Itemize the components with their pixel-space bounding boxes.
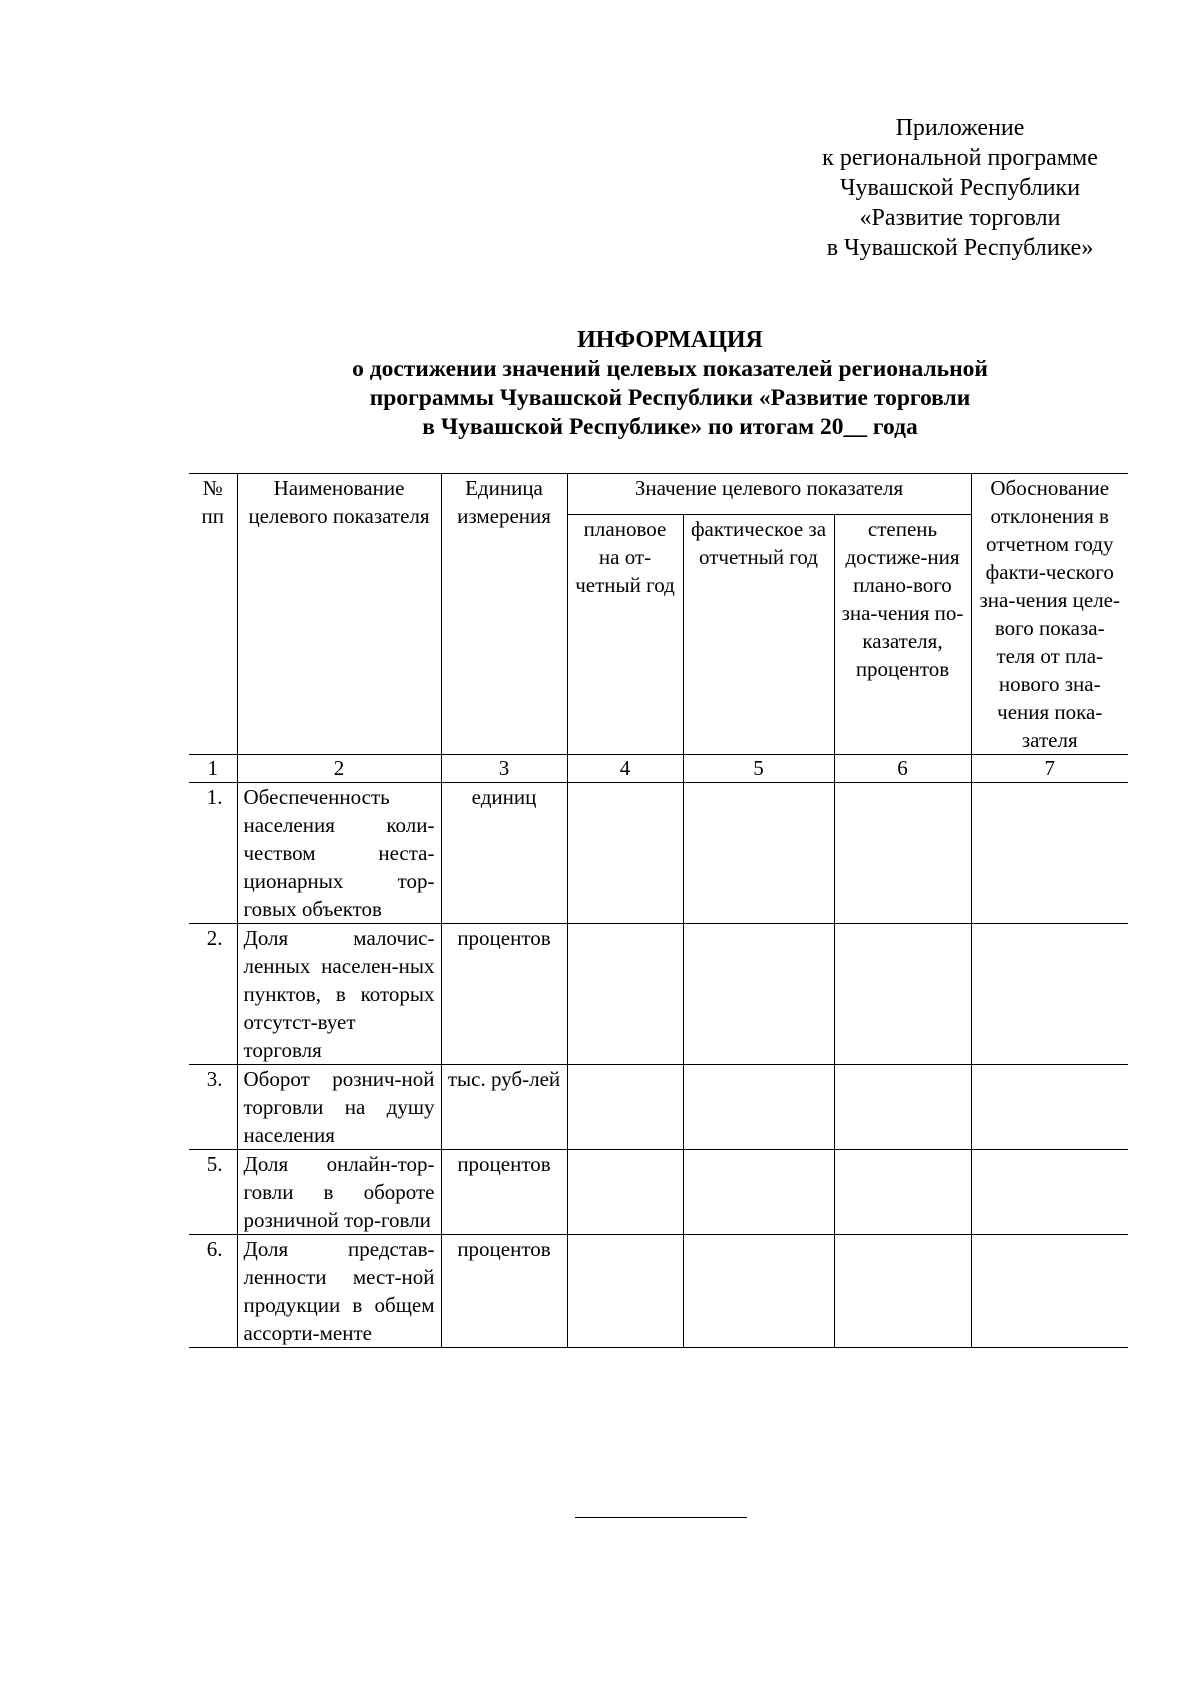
appendix-line: в Чувашской Республике» [826, 235, 1094, 261]
column-number: 6 [834, 755, 971, 783]
row-actual [683, 1065, 834, 1150]
title-line: в Чувашской Республике» по итогам 20__ года [422, 414, 918, 440]
row-actual [683, 1150, 834, 1235]
appendix-line: «Развитие торговли [859, 205, 1061, 231]
title-line: о достижении значений целевых показателей региональной [352, 356, 988, 382]
row-actual [683, 924, 834, 1065]
row-unit: процентов [441, 1150, 567, 1235]
header-name: Наименование целевого показателя [237, 474, 441, 755]
appendix-line: Чувашской Республики [839, 175, 1081, 201]
column-number: 7 [971, 755, 1128, 783]
row-name: Доля онлайн-тор-говли в обороте розничной тор-говли [237, 1150, 441, 1235]
row-justification [971, 1065, 1128, 1150]
table-header-row [189, 474, 1128, 515]
row-degree [834, 924, 971, 1065]
row-name: Доля представ-ленности мест-ной продукции в общем ассорти-менте [237, 1235, 441, 1348]
row-num: 5. [189, 1150, 237, 1235]
document-title [150, 326, 1190, 442]
row-name: Доля малочис-ленных населен-ных пунктов, в которых отсутст-вует торговля [237, 924, 441, 1065]
column-number-row [189, 755, 1128, 783]
row-justification [971, 924, 1128, 1065]
footer-divider [575, 1517, 747, 1518]
appendix-line: Приложение [895, 115, 1025, 141]
row-unit: единиц [441, 783, 567, 924]
table-row [189, 783, 1128, 924]
row-unit: процентов [441, 924, 567, 1065]
row-name: Обеспеченность населения коли-чеством неста-ционарных тор-говых объектов [237, 783, 441, 924]
row-justification [971, 1150, 1128, 1235]
row-degree [834, 1235, 971, 1348]
row-planned [567, 1065, 683, 1150]
table-row [189, 924, 1128, 1065]
row-degree [834, 1065, 971, 1150]
row-unit: процентов [441, 1235, 567, 1348]
row-actual [683, 783, 834, 924]
row-planned [567, 783, 683, 924]
row-unit: тыс. руб-лей [441, 1065, 567, 1150]
row-num: 2. [189, 924, 237, 1065]
title-main: ИНФОРМАЦИЯ [577, 327, 763, 353]
row-num: 6. [189, 1235, 237, 1348]
row-degree [834, 783, 971, 924]
title-line: программы Чувашской Республики «Развитие торговли [369, 385, 971, 411]
table-row [189, 1065, 1128, 1150]
row-justification [971, 783, 1128, 924]
row-num: 1. [189, 783, 237, 924]
row-planned [567, 924, 683, 1065]
table-row [189, 1150, 1128, 1235]
row-planned [567, 1150, 683, 1235]
row-justification [971, 1235, 1128, 1348]
header-value-group: Значение целевого показателя [567, 474, 971, 515]
header-num: № пп [189, 474, 237, 755]
header-justification: Обоснование отклонения в отчетном году факти-ческого зна-чения целе-вого показа-теля от пла-нового зна-чения пока-зателя [971, 474, 1128, 755]
header-unit: Единица измерения [441, 474, 567, 755]
header-planned: плановое на от-четный год [567, 515, 683, 755]
row-actual [683, 1235, 834, 1348]
column-number: 5 [683, 755, 834, 783]
table-row [189, 1235, 1128, 1348]
row-num: 3. [189, 1065, 237, 1150]
row-planned [567, 1235, 683, 1348]
appendix-line: к региональной программе [822, 145, 1098, 171]
header-actual: фактическое за отчетный год [683, 515, 834, 755]
column-number: 1 [189, 755, 237, 783]
column-number: 3 [441, 755, 567, 783]
indicators-table [189, 473, 1128, 1348]
column-number: 2 [237, 755, 441, 783]
header-degree: степень достиже-ния плано-вого зна-чения по-казателя, процентов [834, 515, 971, 755]
row-name: Оборот рознич-ной торговли на душу населения [237, 1065, 441, 1150]
column-number: 4 [567, 755, 683, 783]
row-degree [834, 1150, 971, 1235]
appendix-header [790, 113, 1130, 263]
